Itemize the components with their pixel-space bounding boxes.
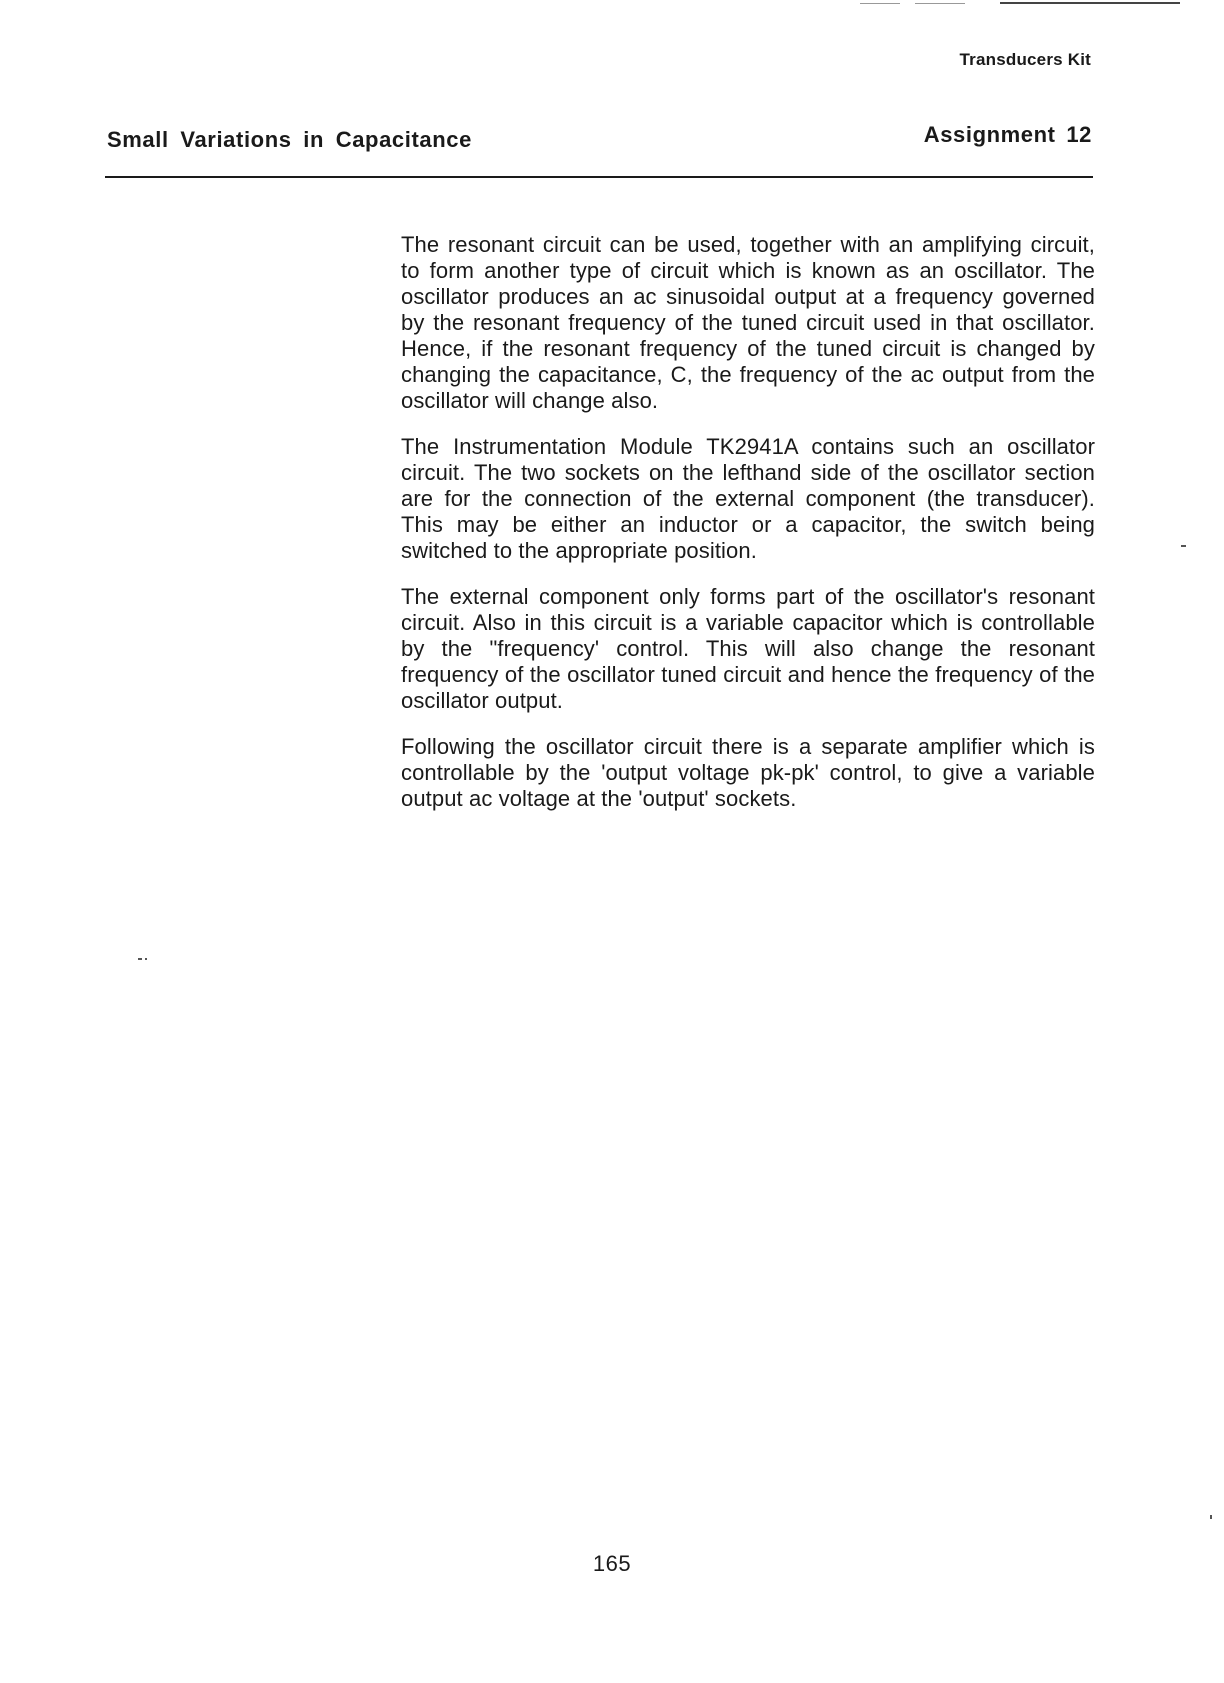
paragraph: The external component only forms part of the oscillator's resonant circuit. Also in this circuit is a variable capacitor which is controllable by the "frequency' control. This will also change the resonant frequency of the oscillator tuned circuit and hence the frequency of the oscillator output. — [401, 584, 1095, 713]
scan-artifact — [1210, 1515, 1212, 1519]
body-text — [401, 232, 1095, 832]
section-title: Small Variations in Capacitance — [107, 127, 472, 152]
paragraph: Following the oscillator circuit there is a separate amplifier which is controllable by the 'output voltage pk-pk' control, to give a variable output ac voltage at the 'output' sockets. — [401, 734, 1095, 811]
scan-artifact — [145, 958, 147, 960]
header-divider — [105, 176, 1093, 178]
scan-artifact — [1181, 545, 1186, 547]
running-header-kit-label: Transducers Kit — [959, 50, 1091, 69]
assignment-label: Assignment 12 — [923, 122, 1092, 147]
scan-artifact — [915, 3, 965, 4]
paragraph: The resonant circuit can be used, together with an amplifying circuit, to form another type of circuit which is known as an oscillator. The oscillator produces an ac sinusoidal output at a frequency governed by the resonant frequency of the tuned circuit used in that oscillator. Hence, if the resonant frequency of the tuned circuit is changed by changing the capacitance, C, the frequency of the ac output from the oscillator will change also. — [401, 232, 1095, 413]
page-number: 165 — [592, 1551, 632, 1576]
top-edge-rule — [1000, 2, 1180, 4]
scan-artifact — [860, 3, 900, 4]
scan-artifact — [138, 958, 142, 960]
paragraph: The Instrumentation Module TK2941A contains such an oscillator circuit. The two sockets on the lefthand side of the oscillator section are for the connection of the external component (the transducer). This may be either an inductor or a capacitor, the switch being switched to the appropriate position. — [401, 434, 1095, 563]
